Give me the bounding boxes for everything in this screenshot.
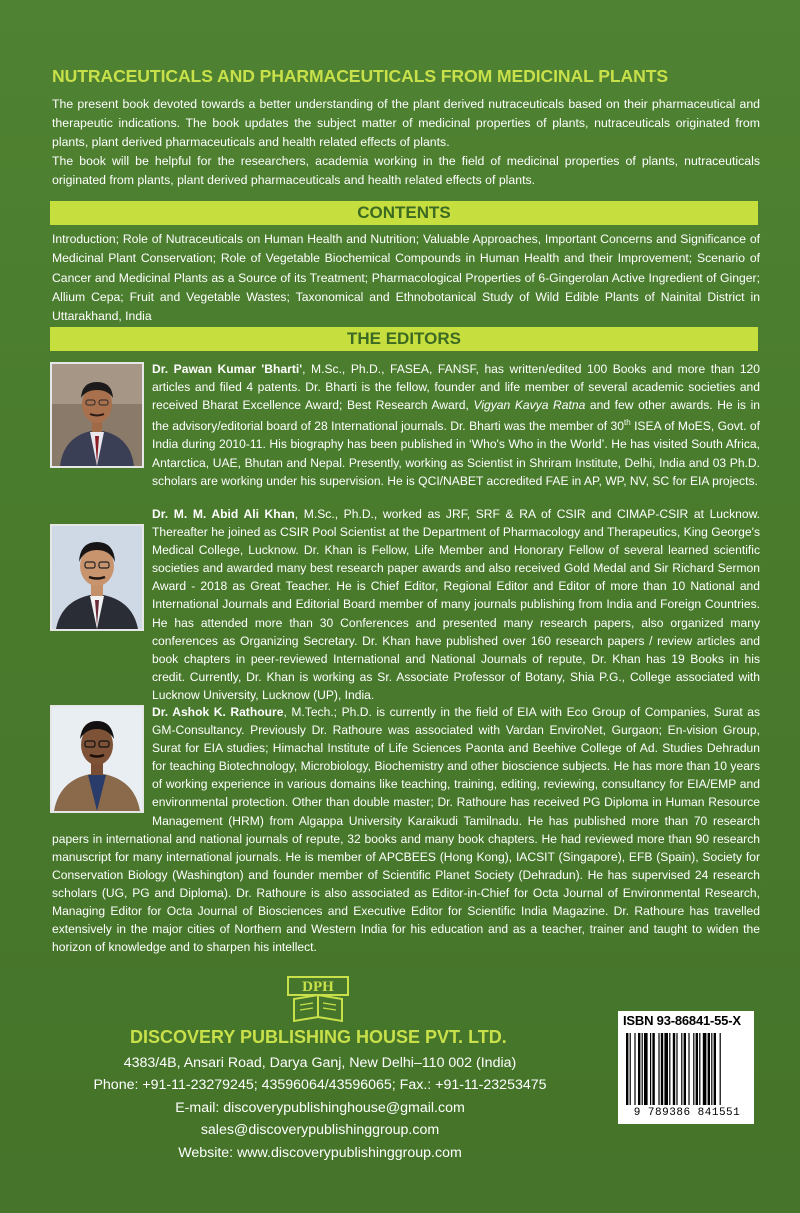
barcode-bar (644, 1033, 648, 1105)
barcode-bar (688, 1033, 689, 1105)
editor-bio-1-part-c: ISEA of MoES, Govt. of India during 2010-11. His biography has been published in ‘Who's Who in the World’. He has visited South Africa, Antarctica, UAE, Bhutan and Nepal. Presently, working as Scientist in Shriram Institute, Delhi, India and 03 Ph.D. scholars are working under his supervision. He is QCI/NABET accredited FAE in AP, WP, NV, SC for EIA projects. (152, 419, 760, 488)
contents-heading: CONTENTS (50, 201, 758, 225)
description-paragraph-2: The book will be helpful for the researchers, academia working in the field of medicinal properties of plants, nutraceuticals originated from plants, plant derived pharmaceuticals and health related effects of plants. (52, 154, 760, 187)
barcode-bar (634, 1033, 635, 1105)
editor-bio-2 (52, 505, 760, 705)
publisher-phone: Phone: +91-11-23279245; 43596064/43596065; Fax.: +91-11-23253475 (93, 1077, 547, 1093)
ordinal-suffix: th (623, 418, 631, 428)
publisher-address: 4383/4B, Ansari Road, Darya Ganj, New Delhi–110 002 (India) (123, 1055, 517, 1071)
barcode-bar (699, 1033, 700, 1105)
barcode-bar (673, 1033, 675, 1105)
editor-name-3: Dr. Ashok K. Rathoure (152, 705, 284, 719)
publisher-email-2: sales@discoverypublishinggroup.com (200, 1122, 440, 1138)
award-name: Vigyan Kavya Ratna (473, 398, 586, 413)
publisher-email-1: E-mail: discoverypublishinghouse@gmail.com (175, 1100, 465, 1116)
barcode-bar (626, 1033, 628, 1105)
editor-bio-1 (52, 360, 760, 495)
book-description (52, 95, 760, 190)
barcode-bar (703, 1033, 707, 1105)
editor-name-2: Dr. M. M. Abid Ali Khan (152, 507, 295, 521)
isbn-digits: 9 789386 841551 (633, 1107, 741, 1119)
barcode-bar (708, 1033, 710, 1105)
editor-bio-1-part-b: and few other awards. He is in the advisory/editorial board of 28 International journals. Dr. Bharti was the member of 30 (152, 398, 760, 434)
editors-heading: THE EDITORS (50, 327, 758, 351)
barcode-bar (661, 1033, 663, 1105)
barcode-bar (720, 1033, 721, 1105)
dph-logo-icon (286, 975, 350, 1027)
editor-bio-2-text: , M.Sc., Ph.D., worked as JRF, SRF & RA of CSIR and CIMAP-CSIR at Lucknow. Thereafter he joined as CSIR Pool Scientist at the Department of Pharmacology and Therapeutics, King George's Medical College, Lucknow. Dr. Khan is Fellow, Life Member and Honorary Fellow of several learned scientific societies and awarded many best research paper awards and also received Gold Medal and Sir Richard Sermon Award - 2018 as Great Teacher. He is Chief Editor, Regional Editor and Editor of more than 10 National and International Journals and Editorial Board member of many journals publishing from India and Foreign Countries. He has attended more than 30 Conferences and presented many research papers, also organized many conferences as Organizing Secretary. Dr. Khan have published over 160 research papers / review articles and book chapters in peer-reviewed International and National Journals of repute, Dr. Khan has 19 Books in his credit. Currently, Dr. Khan is working as Sr. Associate Professor of Botany, Shia P.G., College associated with Lucknow University, Lucknow (UP), India. (152, 507, 760, 702)
editor-bio-3 (52, 703, 760, 956)
publisher-website: Website: www.discoverypublishinggroup.com (178, 1145, 462, 1161)
isbn-box (618, 1011, 754, 1124)
barcode-bar (638, 1033, 640, 1105)
barcode-bar (658, 1033, 659, 1105)
barcode-icon (626, 1033, 746, 1107)
book-title: NUTRACEUTICALS AND PHARMACEUTICALS FROM MEDICINAL PLANTS (52, 66, 669, 86)
contents-text: Introduction; Role of Nutraceuticals on Human Health and Nutrition; Valuable Approaches, Important Concerns and Significance of Medicinal Plant Conservation; Role of Vegetable Biochemical Compounds in Human Health and their Improvement; Scenario of Cancer and Medicinal Plants as a Source of its Treatment; Pharmacological Properties of 6-Gingerolan Active Ingredient of Ginger; Allium Cepa; Fruit and Vegetable Wastes; Taxonomical and Ethnobotanical Study of Wild Edible Plants of Nainital District in Uttarakhand, India (52, 232, 760, 324)
editor-bio-1-part-a: , M.Sc., Ph.D., FASEA, FANSF, has written/edited 100 Books and more than 120 articles and filed 4 patents. Dr. Bharti is the fellow, founder and life member of several academic societies and received Bharat Excellence Award; Best Research Award, (152, 362, 760, 413)
barcode-bar (693, 1033, 694, 1105)
barcode-bar (642, 1033, 643, 1105)
barcode-bar (630, 1033, 631, 1105)
isbn-label: ISBN 93-86841-55-X (623, 1013, 741, 1028)
editor-bio-3-text: , M.Tech.; Ph.D. is currently in the field of EIA with Eco Group of Companies, Surat as GM-Consultancy. Previously Dr. Rathoure was associated with Vardan EnviroNet, Gurgaon; En-vision Group, Surat for EIA studies; Himachal Institute of Life Sciences Paonta and Beehive College of Ad. Studies Dehradun for teaching Biotechnology, Microbiology, Biochemistry and other bioscience subjects. He has more than 10 years of working experience in various domains like teaching, training, editing, reviewing, consultancy for EIA/EMP and environmental protection. Other than double master; Dr. Rathoure has received PG Diploma in Human Resource Management (HRM) from Algappa University Karaikudi Tamilnadu. He has published more than 70 research papers in international and national journals of repute, 32 books and many book chapters. He had reviewed more than 90 research manuscript for many international journals. He is member of APCBEES (Hong Kong), IACSIT (Singapore), EFB (Spain), Society for Conservation Biology (Washington) and founder member of Scientific Planet Society (Dehradun). He has supervised 24 research scholars (UG, PG and Diploma). Dr. Rathoure is also associated as Editor-in-Chief for Octa Journal of Environmental Research, Managing Editor for Octa Journal of Biosciences and Executive Editor for Scientific India Magazine. Dr. Rathoure has travelled extensively in the major cities of Northern and Western India for his education and as a teacher, trainer and taught to widen the horizon of knowledge and to sharpen his intellect. (52, 705, 761, 955)
barcode-bar (650, 1033, 651, 1105)
barcode-bar (652, 1033, 654, 1105)
logo-text: DPH (302, 979, 334, 995)
barcode-bar (681, 1033, 682, 1105)
barcode-bar (696, 1033, 698, 1105)
barcode-bar (676, 1033, 677, 1105)
description-paragraph-1: The present book devoted towards a better understanding of the plant derived nutraceuticals based on their pharmaceutical and therapeutic indications. The book updates the subject matter of medicinal properties of plants, nutraceuticals originated from plants, plant derived pharmaceuticals and health related effects of plants. (52, 97, 760, 149)
editor-name-1: Dr. Pawan Kumar 'Bharti' (152, 362, 303, 376)
barcode-bar (711, 1033, 712, 1105)
publisher-name: DISCOVERY PUBLISHING HOUSE PVT. LTD. (130, 1027, 507, 1047)
barcode-bar (684, 1033, 686, 1105)
barcode-bar (669, 1033, 670, 1105)
barcode-bar (714, 1033, 716, 1105)
barcode-bar (664, 1033, 668, 1105)
